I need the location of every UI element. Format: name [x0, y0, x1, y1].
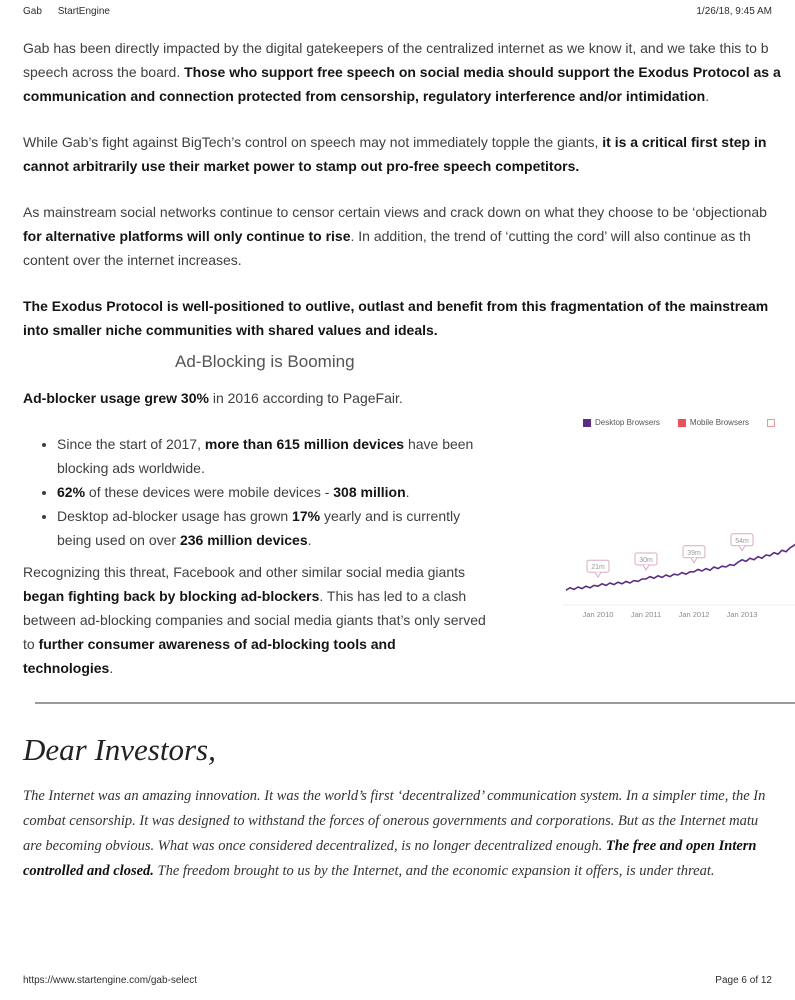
- adblock-chart-svg: [563, 429, 795, 629]
- investors-letter-paragraph: [23, 784, 795, 884]
- section-divider: [35, 702, 795, 704]
- legend-swatch-mobile: [678, 419, 686, 427]
- text-line: • 62% of these devices were mobile devices - 308 million.: [57, 484, 410, 500]
- section-heading-adblocking: Ad-Blocking is Booming: [175, 352, 355, 371]
- text-line: between ad-blocking companies and social media giants that’s only served: [23, 612, 486, 628]
- text-line: for alternative platforms will only continue to rise. In addition, the trend of ‘cutting the cord’ will also continue as th: [23, 228, 751, 244]
- body-paragraph: [23, 386, 795, 410]
- text-line: cannot arbitrarily use their market power to stamp out pro-free speech competitors.: [23, 158, 580, 174]
- list-item: [57, 504, 568, 552]
- text-line: • Since the start of 2017, more than 615 million devices have been: [57, 436, 474, 452]
- text-line: technologies.: [23, 660, 114, 676]
- text-line: combat censorship. It was designed to withstand the forces of onerous governments and corporations. But as the Internet matu: [23, 813, 759, 829]
- body-paragraph: [23, 200, 795, 272]
- list-item: [57, 432, 568, 480]
- print-header: [23, 6, 772, 17]
- text-line: As mainstream social networks continue to censor certain views and crack down on what they choose to be ‘objectionab: [23, 204, 767, 220]
- legend-swatch-clipped: [767, 419, 775, 427]
- text-line: The Exodus Protocol is well-positioned to outlive, outlast and benefit from this fragmentation of the mainstream: [23, 298, 769, 314]
- legend-item-mobile: [678, 418, 749, 427]
- header-site-label: Gab: [23, 6, 42, 17]
- header-left: [23, 6, 110, 17]
- body-paragraph: [23, 36, 795, 108]
- body-paragraph: [23, 294, 795, 342]
- adblock-growth-chart: [563, 418, 795, 629]
- text-line: Gab has been directly impacted by the digital gatekeepers of the centralized internet as we know it, and we take this to b: [23, 40, 769, 56]
- svg-text:39m: 39m: [687, 549, 701, 557]
- body-paragraph: [23, 130, 795, 178]
- text-line: blocking ads worldwide.: [57, 460, 205, 476]
- text-line: into smaller niche communities with shared values and ideals.: [23, 322, 438, 338]
- text-line: Ad-blocker usage grew 30% in 2016 according to PageFair.: [23, 390, 403, 406]
- text-line: content over the internet increases.: [23, 252, 242, 268]
- footer-url: https://www.startengine.com/gab-select: [23, 975, 197, 986]
- legend-label: Desktop Browsers: [595, 418, 660, 427]
- text-line: controlled and closed. The freedom brought to us by the Internet, and the economic expansion it offers, is under threat.: [23, 863, 715, 879]
- footer-page-number: Page 6 of 12: [715, 975, 772, 986]
- text-line: being used on over 236 million devices.: [57, 532, 312, 548]
- legend-label: Mobile Browsers: [689, 418, 750, 427]
- text-line: • Desktop ad-blocker usage has grown 17% yearly and is currently: [57, 508, 461, 524]
- chart-legend: [583, 418, 795, 427]
- header-title-label: StartEngine: [57, 6, 110, 17]
- dear-investors-heading: Dear Investors,: [23, 732, 216, 767]
- legend-item-clipped: [767, 419, 779, 427]
- list-item: [57, 480, 568, 504]
- svg-text:Jan 2010: Jan 2010: [582, 610, 614, 619]
- body-paragraph: [23, 560, 568, 680]
- text-line: communication and connection protected from censorship, regulatory interference and/or intimidation.: [23, 88, 710, 104]
- text-line: Recognizing this threat, Facebook and other similar social media giants: [23, 564, 466, 580]
- legend-item-desktop: [583, 418, 660, 427]
- text-line: are becoming obvious. What was once considered decentralized, is no longer decentralized enough. The free and open Intern: [23, 838, 757, 854]
- adblock-stats-list: [23, 432, 568, 552]
- text-line: The Internet was an amazing innovation. It was the world’s first ‘decentralized’ communication system. In a simpler time, the In: [23, 788, 766, 804]
- svg-text:54m: 54m: [735, 537, 749, 545]
- print-footer: [23, 975, 772, 986]
- text-line: speech across the board. Those who support free speech on social media should support the Exodus Protocol as a: [23, 64, 781, 80]
- svg-text:Jan 2011: Jan 2011: [630, 610, 662, 619]
- header-datetime: 1/26/18, 9:45 AM: [696, 6, 772, 17]
- legend-swatch-desktop: [583, 419, 591, 427]
- text-line: to further consumer awareness of ad-blocking tools and: [23, 636, 396, 652]
- text-line: While Gab’s fight against BigTech’s control on speech may not immediately topple the giants, it is a critical first step in: [23, 134, 767, 150]
- text-line: began fighting back by blocking ad-blockers. This has led to a clash: [23, 588, 467, 604]
- svg-text:21m: 21m: [591, 564, 605, 572]
- svg-text:30m: 30m: [639, 557, 653, 564]
- svg-text:Jan 2013: Jan 2013: [726, 610, 758, 619]
- svg-text:Jan 2012: Jan 2012: [678, 610, 710, 619]
